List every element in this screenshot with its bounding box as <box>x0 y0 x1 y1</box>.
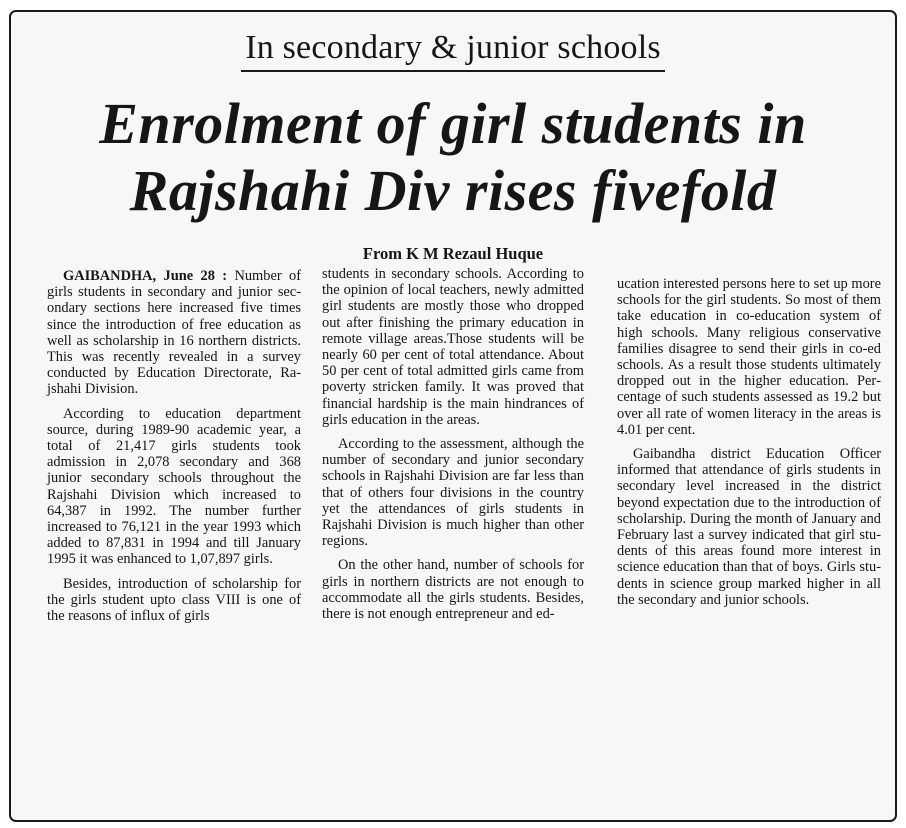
article-column-1 <box>47 268 301 624</box>
dateline: GAIBANDHA, June 28 : <box>63 268 228 284</box>
article-column-3 <box>617 276 881 608</box>
article-column-2 <box>322 266 584 622</box>
newspaper-clipping <box>9 10 897 822</box>
paragraph <box>47 268 301 398</box>
byline: From K M Rezaul Huque <box>362 244 544 263</box>
paragraph: Besides, introduction of scholarship for the girls student upto class VIII is one of the reasons of influx of girls <box>47 575 301 625</box>
headline-line-1: Enrolment of girl students in <box>99 91 807 156</box>
headline <box>11 90 895 224</box>
paragraph: On the other hand, number of schools for girls in northern districts are not enough to accommodate all the girls students. Besides, there is not enough entrepreneur and ed- <box>322 557 584 623</box>
paragraph: ucation interested persons here to set up more schools for the girl students. So most of them take education in co-education system of high schools. Many religious conservative families disagree to send their girls in co-ed schools. As a result those students ultimately dropped out in the higher education. Percentage of such students assessed as 19.2 but over all rate of women literacy in the areas is 4.01 per cent. <box>617 276 881 438</box>
paragraph: Gaibandha district Education Officer informed that attendance of girls students in secondary level increased in the district beyond expectation due to the introduction of scholarship. During the month of January and February last a survey indicated that girl students of this areas found more interest in science education than that of boys. Girls students in science group marked higher in all the secondary and junior schools. <box>617 446 881 608</box>
kicker <box>11 28 895 72</box>
paragraph-text: Number of girls students in secondary and junior secondary sections here increased five times since the introduction of free education as well as scholarship in 16 northern districts. This was recently revealed in a survey conducted by Education Directorate, Rajshahi Division. <box>47 268 301 398</box>
paragraph: According to the assessment, although the number of secondary and junior secondary schools in Rajshahi Division are far less than that of others four divisions in the country yet the attendances of girls students in Rajshahi Division is much higher than other regions. <box>322 436 584 550</box>
paragraph: According to education department source, during 1989-90 academic year, a total of 21,417 girls students took admission in 2,078 secondary and 368 junior secondary schools throughout the Rajshahi Division which increased to 64,387 in 1992. The number further increased to 76,121 in the year 1993 which added to 87,831 in 1994 and till January 1995 it was enhanced to 1,07,897 girls. <box>47 405 301 568</box>
headline-line-2: Rajshahi Div rises fivefold <box>129 158 777 223</box>
paragraph: students in secondary schools. According to the opinion of local teachers, newly admitted girl students are mostly those who dropped out after finishing the primary education in remote village areas.Those students will be nearly 60 per cent of total attendance. About 50 per cent of total admitted girls came from poverty stricken family. It was proved that financial hardship is the main hindrances of girls education in the areas. <box>322 266 584 428</box>
kicker-text: In secondary & junior schools <box>241 28 665 72</box>
